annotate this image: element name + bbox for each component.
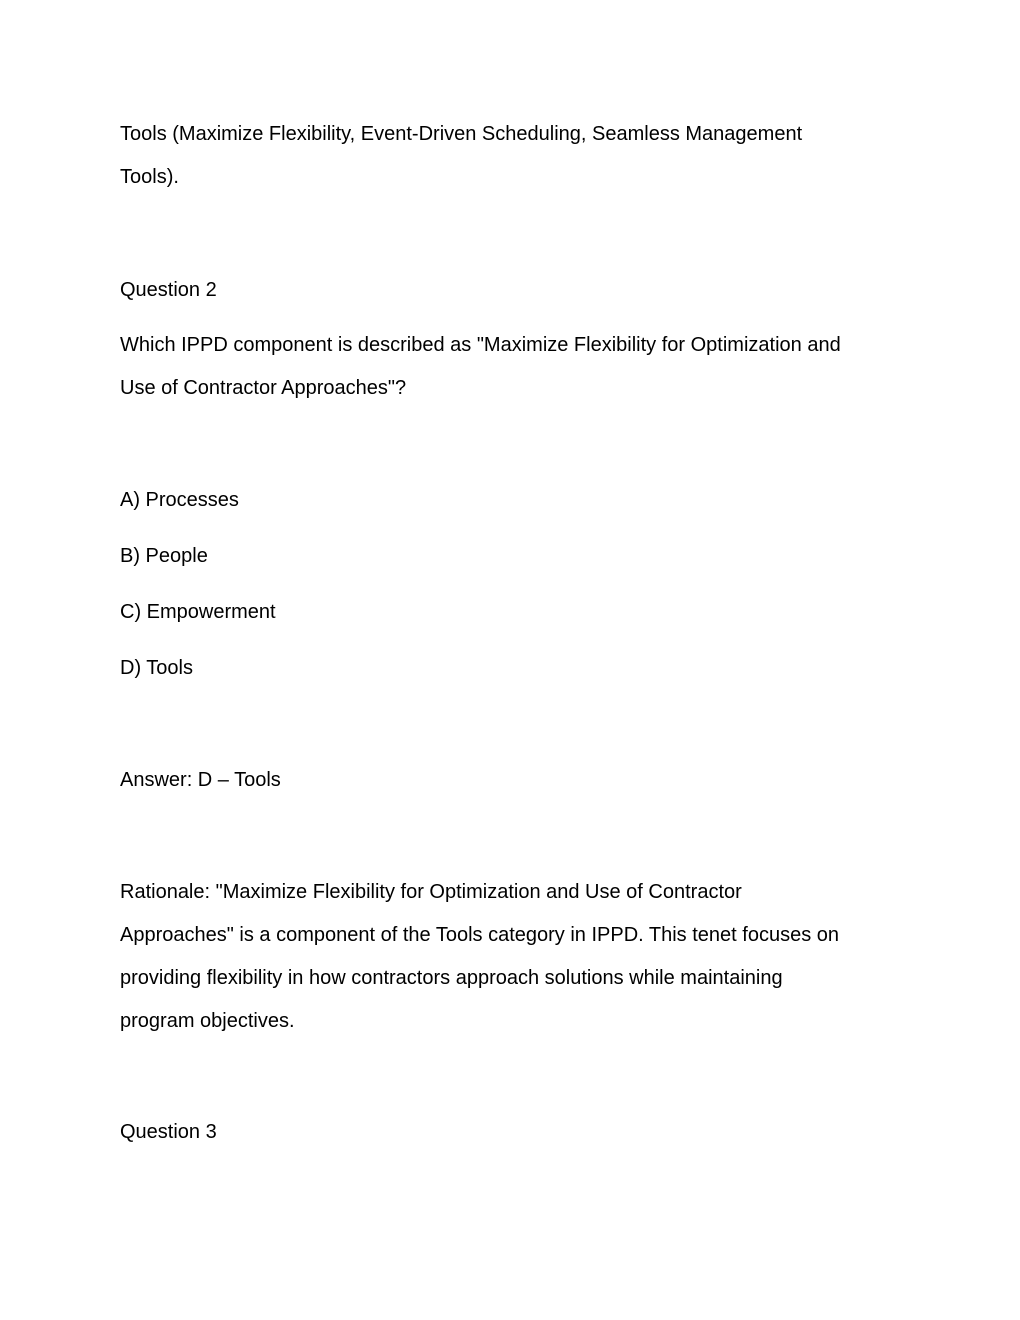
rationale-line-2: Approaches" is a component of the Tools category in IPPD. This tenet focuses on [120,924,839,946]
intro-text-line-2: Tools). [120,166,179,188]
option-a: A) Processes [120,489,239,511]
question-2-prompt-line-1: Which IPPD component is described as "Maximize Flexibility for Optimization and [120,334,841,356]
intro-text-line-1: Tools (Maximize Flexibility, Event-Driven Scheduling, Seamless Management [120,123,803,145]
option-c: C) Empowerment [120,601,276,623]
answer-text: Answer: D – Tools [120,769,281,791]
question-2-prompt-line-2: Use of Contractor Approaches"? [120,377,407,399]
rationale-line-4: program objectives. [120,1010,295,1032]
option-b: B) People [120,545,208,567]
question-2-heading: Question 2 [120,279,217,301]
rationale-line-3: providing flexibility in how contractors approach solutions while maintaining [120,967,783,989]
rationale-line-1: Rationale: "Maximize Flexibility for Optimization and Use of Contractor [120,881,742,903]
question-3-heading: Question 3 [120,1121,217,1143]
option-d: D) Tools [120,657,193,679]
